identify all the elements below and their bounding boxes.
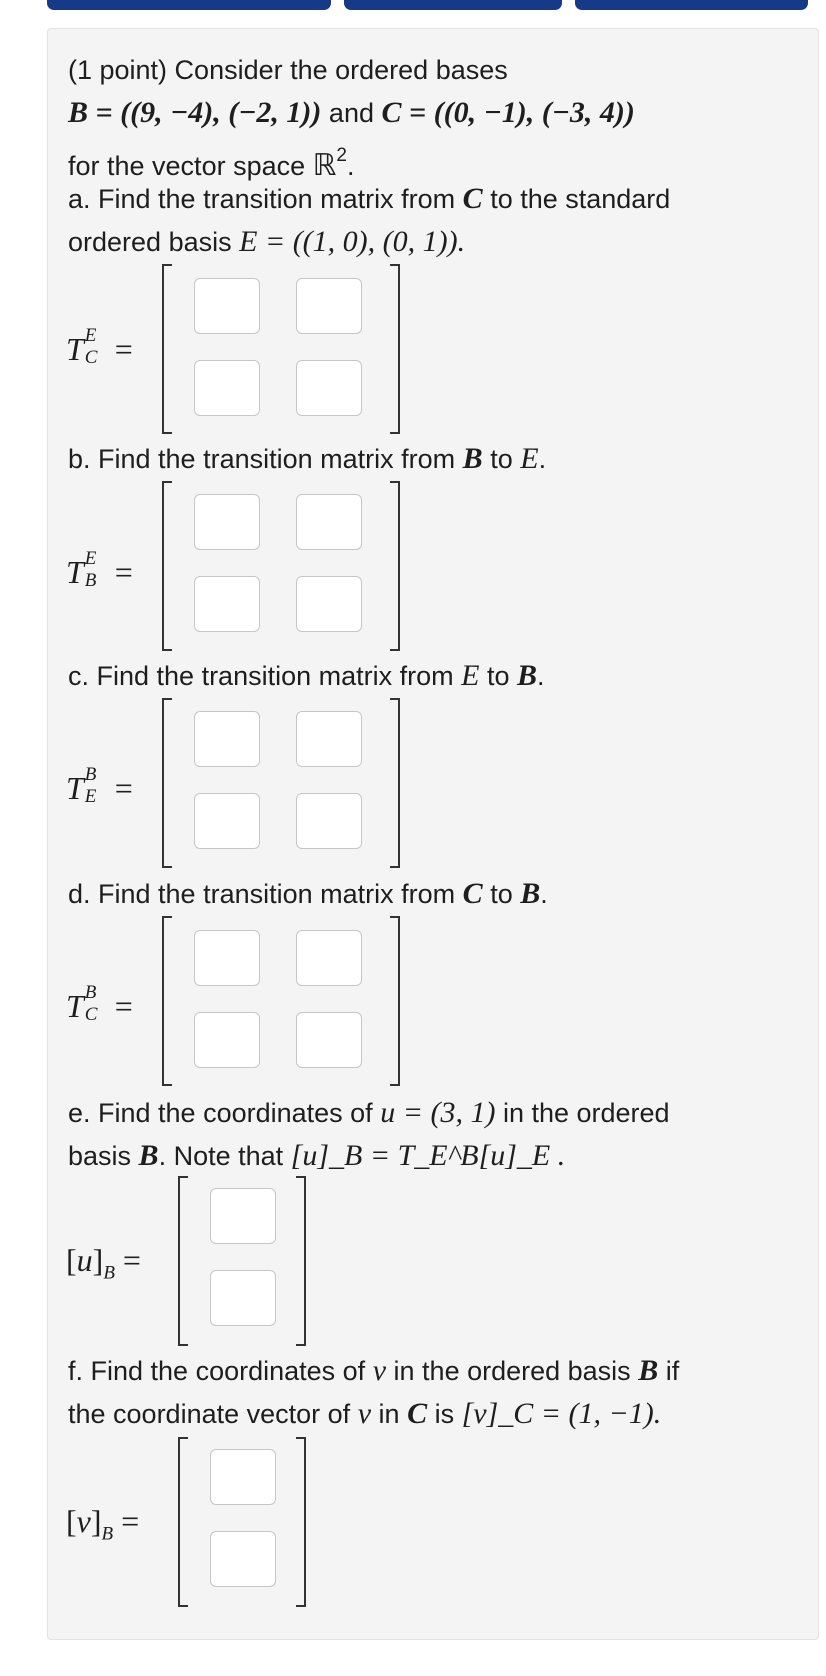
TCB-input-r1c1[interactable] xyxy=(194,930,260,986)
vB-right-bracket xyxy=(296,1437,306,1607)
TCE-input-r2c2[interactable] xyxy=(296,360,362,416)
TCE-right-bracket xyxy=(390,264,400,434)
TCB-left-bracket xyxy=(162,916,172,1086)
TCE-label: T E C = xyxy=(66,325,133,368)
uB-label: $[u]_B$ = xyxy=(66,1242,141,1284)
nav-tab-2[interactable] xyxy=(344,0,562,10)
uB-right-bracket xyxy=(296,1176,306,1346)
TEB-label: T B E = xyxy=(66,764,133,807)
TEB-input-r2c2[interactable] xyxy=(296,793,362,849)
TBE-input-r1c2[interactable] xyxy=(296,494,362,550)
TBE-label: T E B = xyxy=(66,548,133,591)
vector-space-line: for the vector space ℝ$^2$. xyxy=(68,145,355,182)
TCE-input-r2c1[interactable] xyxy=(194,360,260,416)
part-a-line1: a. Find the transition matrix from C to the standard xyxy=(68,182,671,215)
vB-input-r1[interactable] xyxy=(210,1449,276,1505)
vB-input-r2[interactable] xyxy=(210,1531,276,1587)
TEB-input-r2c1[interactable] xyxy=(194,793,260,849)
part-f-line1: f. Find the coordinates of v in the ordered basis B if xyxy=(68,1354,680,1387)
part-c-line: c. Find the transition matrix from E to B. xyxy=(68,659,545,692)
uB-input-r2[interactable] xyxy=(210,1270,276,1326)
TCB-input-r2c2[interactable] xyxy=(296,1012,362,1068)
nav-tab-1[interactable] xyxy=(47,0,331,10)
TEB-input-r1c1[interactable] xyxy=(194,711,260,767)
TBE-right-bracket xyxy=(390,481,400,651)
part-b-line: b. Find the transition matrix from B to E. xyxy=(68,442,547,475)
nav-tab-3[interactable] xyxy=(575,0,808,10)
part-e-line2: basis B. Note that [u]_B = T_E^B[u]_E . xyxy=(68,1139,566,1172)
TBE-input-r1c1[interactable] xyxy=(194,494,260,550)
part-f-line2: the coordinate vector of v in C is [v]_C = (1, −1). xyxy=(68,1397,662,1430)
vB-label: $[v]_B$ = xyxy=(66,1503,140,1545)
TBE-input-r2c1[interactable] xyxy=(194,576,260,632)
TCB-input-r1c2[interactable] xyxy=(296,930,362,986)
part-d-line: d. Find the transition matrix from C to B. xyxy=(68,877,548,910)
TEB-input-r1c2[interactable] xyxy=(296,711,362,767)
uB-left-bracket xyxy=(178,1176,188,1346)
TCE-left-bracket xyxy=(162,264,172,434)
part-a-line2: ordered basis E = ((1, 0), (0, 1)). xyxy=(68,225,466,258)
bases-line: B = ((9, −4), (−2, 1)) and C = ((0, −1), (−3, 4)) xyxy=(68,96,635,129)
TEB-left-bracket xyxy=(162,698,172,868)
TEB-right-bracket xyxy=(390,698,400,868)
basis-B-definition: B = ((9, −4), (−2, 1)) xyxy=(68,96,322,129)
uB-input-r1[interactable] xyxy=(210,1188,276,1244)
TCE-input-r1c1[interactable] xyxy=(194,278,260,334)
TCB-right-bracket xyxy=(390,916,400,1086)
TBE-input-r2c2[interactable] xyxy=(296,576,362,632)
basis-C-definition: C = ((0, −1), (−3, 4)) xyxy=(381,96,635,129)
vB-left-bracket xyxy=(178,1437,188,1607)
TCB-label: T B C = xyxy=(66,982,133,1025)
part-e-line1: e. Find the coordinates of u = (3, 1) in the ordered xyxy=(68,1096,670,1129)
TCE-input-r1c2[interactable] xyxy=(296,278,362,334)
intro-line: (1 point) Consider the ordered bases xyxy=(68,55,508,85)
TCB-input-r2c1[interactable] xyxy=(194,1012,260,1068)
TBE-left-bracket xyxy=(162,481,172,651)
